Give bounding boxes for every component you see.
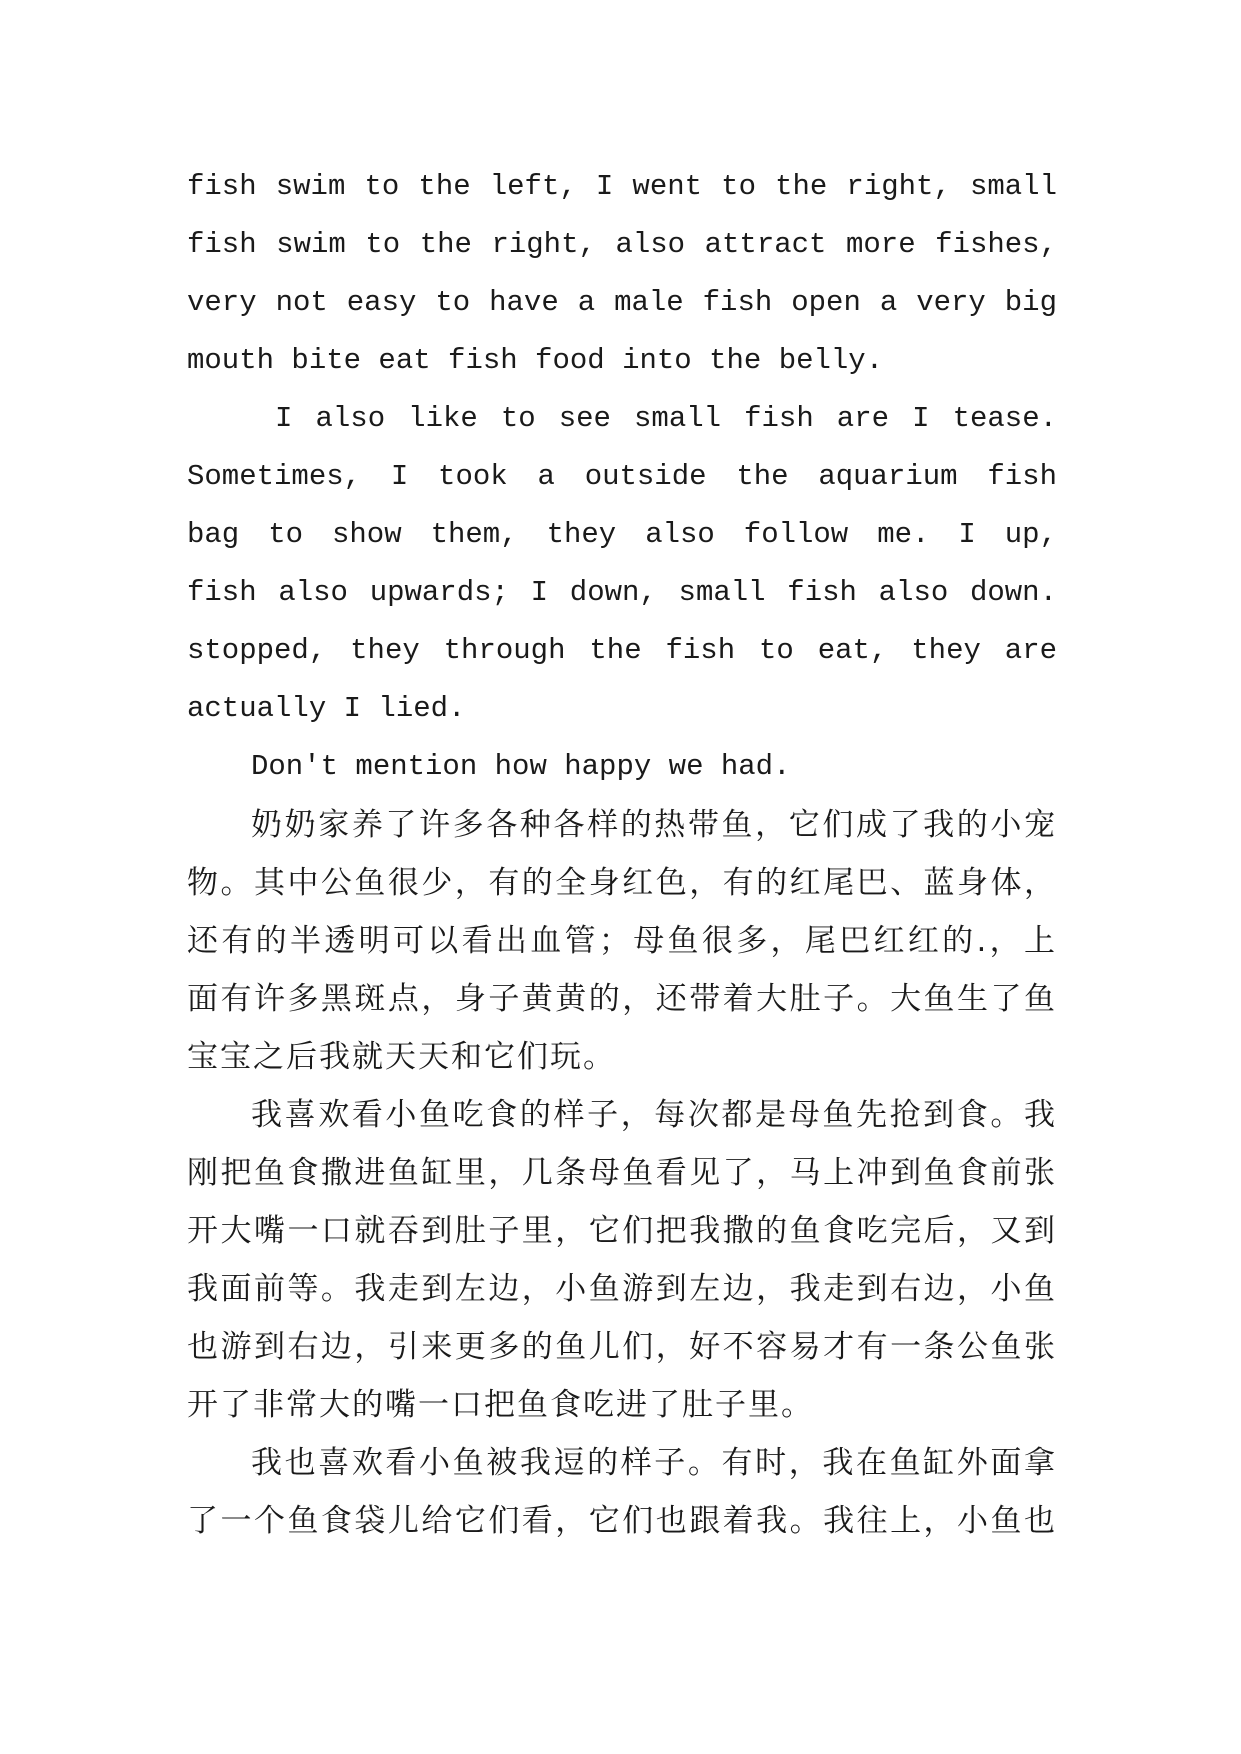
- text-line: actually I lied.: [187, 692, 466, 725]
- text-line: 开大嘴一口就吞到肚子里，它们把我撒的鱼食吃完后，又到: [187, 1213, 1057, 1249]
- text-line: 宝宝之后我就天天和它们玩。: [187, 1039, 616, 1075]
- text-line: I also like to see small fish are I tease.: [275, 402, 1057, 435]
- text-line: 我也喜欢看小鱼被我逗的样子。有时，我在鱼缸外面拿: [251, 1445, 1057, 1481]
- text-line: 开了非常大的嘴一口把鱼食吃进了肚子里。: [187, 1387, 814, 1423]
- text-line: 物。其中公鱼很少，有的全身红色，有的红尾巴、蓝身体，: [187, 865, 1057, 901]
- document-page: [187, 158, 1057, 1550]
- text-line: mouth bite eat fish food into the belly.: [187, 344, 884, 377]
- text-line: 了一个鱼食袋儿给它们看，它们也跟着我。我往上，小鱼也: [187, 1503, 1057, 1539]
- paragraph: [187, 1434, 1057, 1550]
- text-line: 还有的半透明可以看出血管；母鱼很多，尾巴红红的.，上: [187, 923, 1057, 959]
- paragraph: [187, 738, 1057, 796]
- text-line: Sometimes, I took a outside the aquarium fish: [187, 460, 1057, 493]
- text-line: fish also upwards; I down, small fish also down.: [187, 576, 1057, 609]
- text-line: 我面前等。我走到左边，小鱼游到左边，我走到右边，小鱼: [187, 1271, 1057, 1307]
- text-line: fish swim to the left, I went to the right, small: [187, 170, 1057, 203]
- text-line: 也游到右边，引来更多的鱼儿们，好不容易才有一条公鱼张: [187, 1329, 1057, 1365]
- paragraph: [187, 390, 1057, 738]
- text-line: very not easy to have a male fish open a very big: [187, 286, 1057, 319]
- paragraph: [187, 158, 1057, 390]
- text-line: fish swim to the right, also attract more fishes,: [187, 228, 1057, 261]
- text-line: 奶奶家养了许多各种各样的热带鱼，它们成了我的小宠: [251, 807, 1057, 843]
- text-line: 刚把鱼食撒进鱼缸里，几条母鱼看见了，马上冲到鱼食前张: [187, 1155, 1057, 1191]
- paragraph: [187, 796, 1057, 1086]
- text-line: 面有许多黑斑点，身子黄黄的，还带着大肚子。大鱼生了鱼: [187, 981, 1057, 1017]
- text-line: stopped, they through the fish to eat, they are: [187, 634, 1057, 667]
- text-line: Don't mention how happy we had.: [251, 750, 791, 783]
- text-line: 我喜欢看小鱼吃食的样子，每次都是母鱼先抢到食。我: [251, 1097, 1057, 1133]
- paragraph: [187, 1086, 1057, 1434]
- text-line: bag to show them, they also follow me. I up,: [187, 518, 1057, 551]
